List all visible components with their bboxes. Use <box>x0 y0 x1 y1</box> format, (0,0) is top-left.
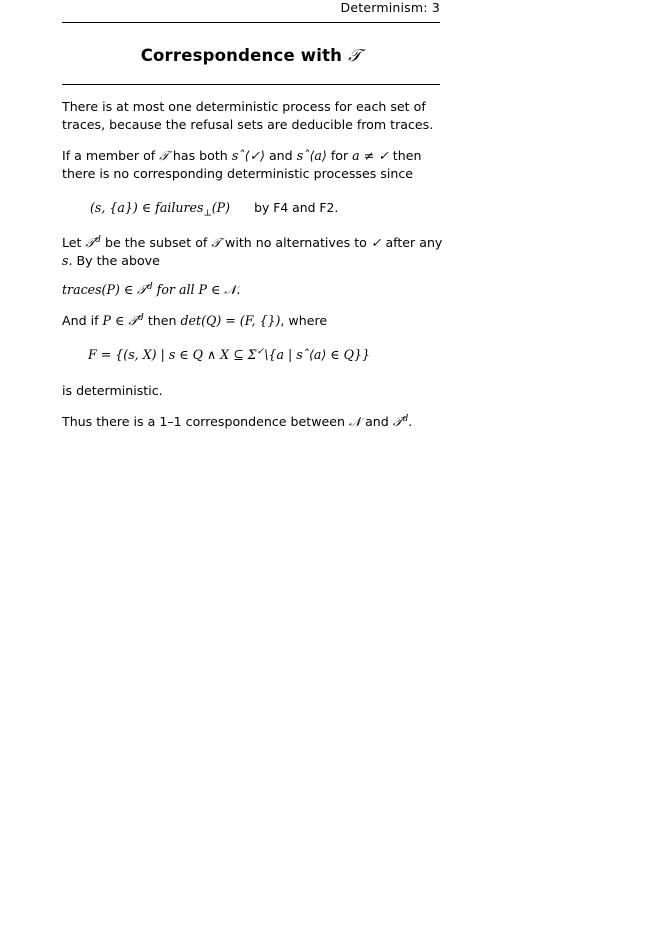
equation-2 <box>62 346 444 364</box>
deterministic-traces-symbol: 𝒯 <box>85 235 96 251</box>
running-head <box>62 0 440 15</box>
paragraph-2-math2: sˆ⟨a⟩ <box>296 147 327 163</box>
traces-set-symbol: 𝒯 <box>159 147 169 163</box>
running-head-text: Determinism: 3 <box>340 0 440 15</box>
paragraph-2-part1: If a member of <box>62 147 156 163</box>
equation-1-rhs: (P) <box>211 199 231 215</box>
equation-1-lhs: (s, {a}) ∈ failures <box>90 199 204 215</box>
page-title-symbol: 𝒯 <box>348 46 362 66</box>
equation-1-subscript: ⊥ <box>203 208 212 219</box>
paragraph-3-part4: after any <box>385 235 443 251</box>
paragraph-6: is deterministic. <box>62 382 163 398</box>
paragraph-3-variable-s: s. <box>62 253 73 269</box>
paragraph-1: There is at most one deterministic process for each set of traces, because the refusal sets are deducible from traces. <box>62 99 434 132</box>
equation-1-reason: by F4 and F2. <box>254 199 339 215</box>
paragraph-2-math1: sˆ⟨✓⟩ <box>231 147 265 163</box>
equation-2-superscript: ✓ <box>256 346 265 357</box>
paragraph-5-part2: then <box>147 313 177 328</box>
paragraph-2-math3: a ≠ ✓ <box>352 147 389 163</box>
page-title <box>62 46 440 66</box>
deterministic-traces-superscript: d <box>95 235 101 246</box>
header-rule-bottom <box>62 84 440 85</box>
paragraph-3-part5: By the above <box>76 253 160 269</box>
paragraph-3-part2: be the subset of <box>104 235 208 251</box>
paragraph-5-part1: And if <box>62 313 99 328</box>
paragraph-7-and: and <box>365 413 389 429</box>
paragraph-2-part5: then there is no corresponding deterministic processes since <box>62 147 422 181</box>
deterministic-traces-symbol-2: 𝒯 <box>392 413 403 429</box>
paragraph-3-part1: Let <box>62 235 82 251</box>
paragraph-2-part4: for <box>330 147 349 163</box>
paragraph-3 <box>62 234 444 270</box>
header-rule-top <box>62 22 440 23</box>
paragraph-4 <box>62 281 444 299</box>
paragraph-5-math1: P ∈ 𝒯 <box>102 313 138 328</box>
paragraph-2-part2: has both <box>172 147 228 163</box>
paragraph-5-math2: det(Q) = (F, {}) <box>180 313 281 328</box>
paragraph-7-end: . <box>408 413 413 429</box>
paragraph-7-superscript: d <box>402 413 409 424</box>
paragraph-2-part3: and <box>268 147 293 163</box>
equation-1 <box>62 199 444 217</box>
equation-2-rest: \{a | sˆ⟨a⟩ ∈ Q}} <box>264 346 370 362</box>
paragraph-4-superscript: d <box>146 281 153 292</box>
equation-2-lhs: F = {(s, X) | s ∈ Q ∧ X ⊆ Σ <box>88 346 257 362</box>
document-body <box>62 98 444 444</box>
paragraph-4-rest: for all P ∈ 𝒩. <box>156 282 241 298</box>
paragraph-5 <box>62 312 444 330</box>
page-title-text: Correspondence with <box>140 46 343 65</box>
paragraph-5-part3: , where <box>280 313 328 328</box>
tick-symbol: ✓ <box>370 235 382 251</box>
traces-set-symbol-2: 𝒯 <box>211 235 221 251</box>
paragraph-2 <box>62 147 444 183</box>
paragraph-4-math: traces(P) ∈ 𝒯 <box>62 282 147 298</box>
paragraph-7-part1: Thus there is a 1–1 correspondence between <box>62 413 345 429</box>
deterministic-processes-symbol: 𝒩 <box>349 413 362 429</box>
paragraph-5-superscript: d <box>138 312 144 323</box>
paragraph-3-part3: with no alternatives to <box>225 235 367 251</box>
paragraph-7 <box>62 413 444 431</box>
